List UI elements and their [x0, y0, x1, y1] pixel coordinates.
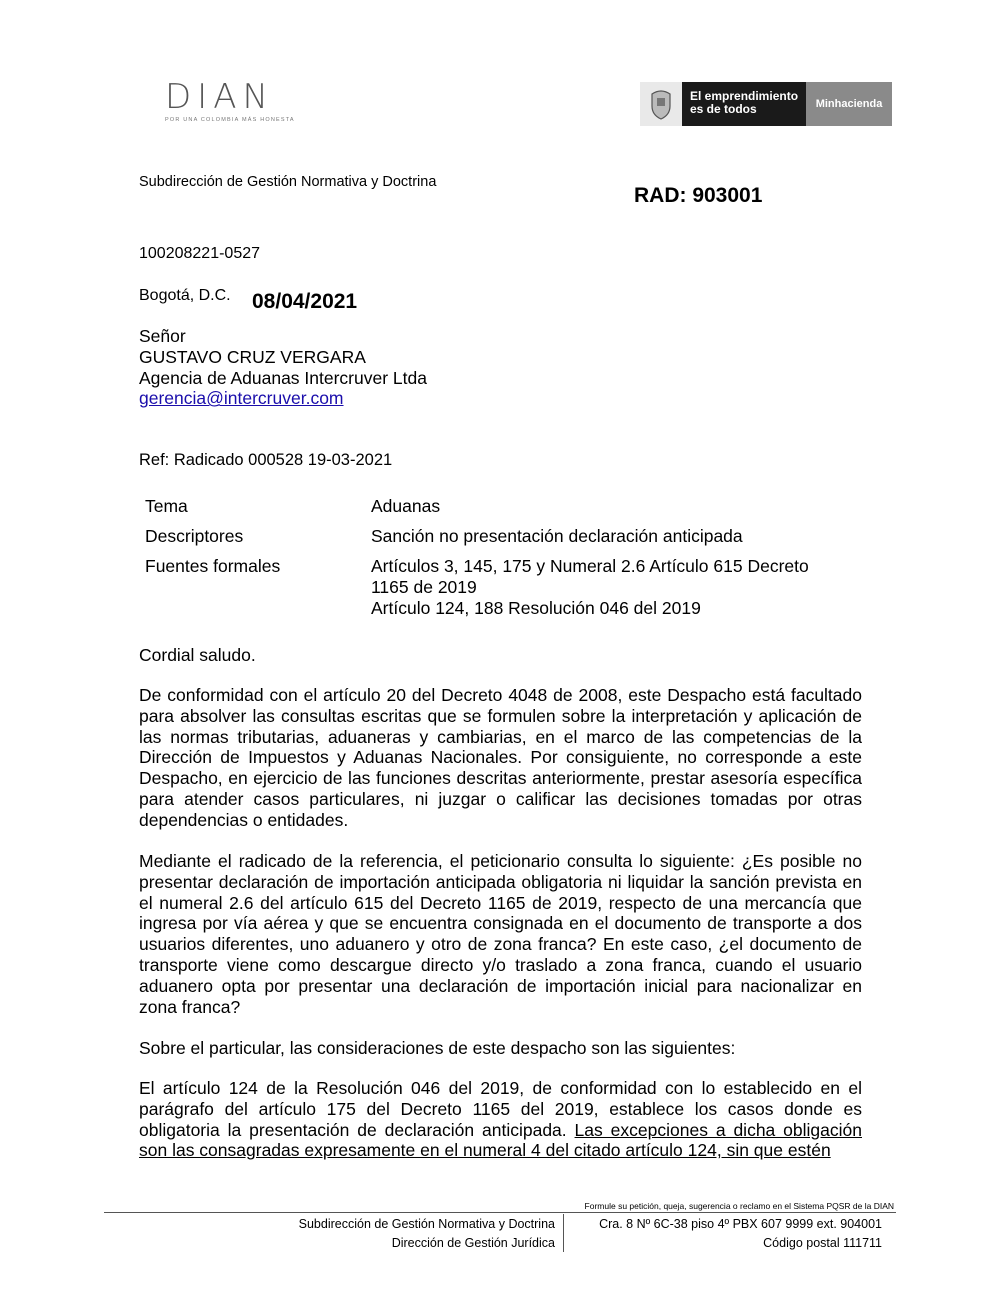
office-name: Subdirección de Gestión Normativa y Doctrina: [139, 174, 437, 190]
tema-value: Aduanas: [371, 496, 441, 516]
fuentes-label: Fuentes formales: [145, 556, 281, 576]
paragraph-considerations: Sobre el particular, las consideraciones de este despacho son las siguientes:: [139, 1038, 736, 1058]
coat-of-arms-icon: [640, 82, 682, 126]
descriptores-label: Descriptores: [145, 526, 244, 546]
reference: Ref: Radicado 000528 19-03-2021: [139, 451, 393, 469]
recipient-email-link[interactable]: gerencia@intercruver.com: [139, 388, 344, 409]
tema-label: Tema: [145, 496, 188, 516]
descriptores-value: Sanción no presentación declaración anticipada: [371, 526, 743, 546]
paragraph-article-124: [139, 1078, 862, 1161]
dian-tagline: POR UNA COLOMBIA MÁS HONESTA: [165, 117, 295, 123]
footer-divider: [104, 1212, 896, 1213]
fuentes-line: Artículo 124, 188 Resolución 046 del 2019: [371, 597, 701, 618]
place: Bogotá, D.C.: [139, 287, 231, 304]
government-slogan: [682, 82, 806, 126]
footer-office-line1: Subdirección de Gestión Normativa y Doctrina: [298, 1217, 555, 1231]
date: 08/04/2021: [252, 290, 358, 313]
greeting: Cordial saludo.: [139, 645, 256, 665]
government-slogan-line2: es de todos: [690, 102, 757, 116]
recipient-salutation: Señor: [139, 326, 186, 346]
fuentes-line: 1165 de 2019: [371, 576, 477, 597]
footer-address-line1: Cra. 8 Nº 6C-38 piso 4º PBX 607 9999 ext. 904001: [599, 1217, 882, 1231]
dian-logo-text: DIAN: [165, 77, 274, 117]
document-number: 100208221-0527: [139, 245, 261, 262]
paragraph-article-124-underlined: Las excepciones a dicha obligación son las consagradas expresamente en el numeral 4 del citado artículo 124, sin que estén: [139, 1119, 862, 1161]
footer-separator: [563, 1214, 564, 1252]
ministry-label: Minhacienda: [806, 82, 892, 126]
fuentes-value: [371, 556, 809, 618]
footer-office-line2: Dirección de Gestión Jurídica: [391, 1236, 555, 1250]
paragraph-competence: De conformidad con el artículo 20 del Decreto 4048 de 2008, este Despacho está facultado para absolver las consultas escritas que se formulen sobre la interpretación y aplicación de las normas tributarias, aduaneras y cambiarias, en el marco de las competencias de la Dirección de Impuestos y Aduanas Nacionales. Por consiguiente, no corresponde a este Despacho, en ejercicio de las funciones descritas anteriormente, prestar asesoría específica para atender casos particulares, ni juzgar o calificar las decisiones tomadas por otras dependencias o entidades.: [139, 685, 862, 830]
fuentes-line: Artículos 3, 145, 175 y Numeral 2.6 Artículo 615 Decreto: [371, 556, 809, 576]
paragraph-consultation: Mediante el radicado de la referencia, el peticionario consulta lo siguiente: ¿Es posible no presentar declaración de importación anticipada obligatoria ni liquidar la sanción prevista en el numeral 2.6 del artículo 615 del Decreto 1165 de 2019, respecto de una mercancía que ingresa por vía aérea y que se encuentra consignada en el documento de transporte a dos usuarios diferentes, uno aduanero y otro de zona franca? En este caso, ¿el documento de transporte viene como descargue directo y/o traslado a zona franca, cuando el usuario aduanero opta por presentar una declaración de importación inicial para nacionalizar en zona franca?: [139, 851, 862, 1017]
recipient-block: [139, 326, 427, 409]
government-slogan-line1: El emprendimiento: [690, 89, 799, 103]
footer-office: [299, 1215, 555, 1253]
footer-pqsr-note: Formule su petición, queja, sugerencia o reclamo en el Sistema PQSR de la DIAN: [584, 1201, 894, 1211]
government-logo: [640, 82, 892, 126]
recipient-name: GUSTAVO CRUZ VERGARA: [139, 346, 366, 367]
dian-logo: [165, 77, 325, 128]
recipient-company: Agencia de Aduanas Intercruver Ltda: [139, 367, 427, 388]
footer-address: [599, 1215, 882, 1253]
paragraph-article-124-text: El artículo 124 de la Resolución 046 del 2019, de conformidad con lo establecido en el parágrafo del artículo 175 del Decreto 1165 del 2019, establece los casos donde es obligatoria la presentación de declaración anticipada.: [139, 1078, 862, 1140]
footer-address-line2: Código postal 111711: [763, 1236, 882, 1250]
rad-number: RAD: 903001: [634, 184, 763, 207]
